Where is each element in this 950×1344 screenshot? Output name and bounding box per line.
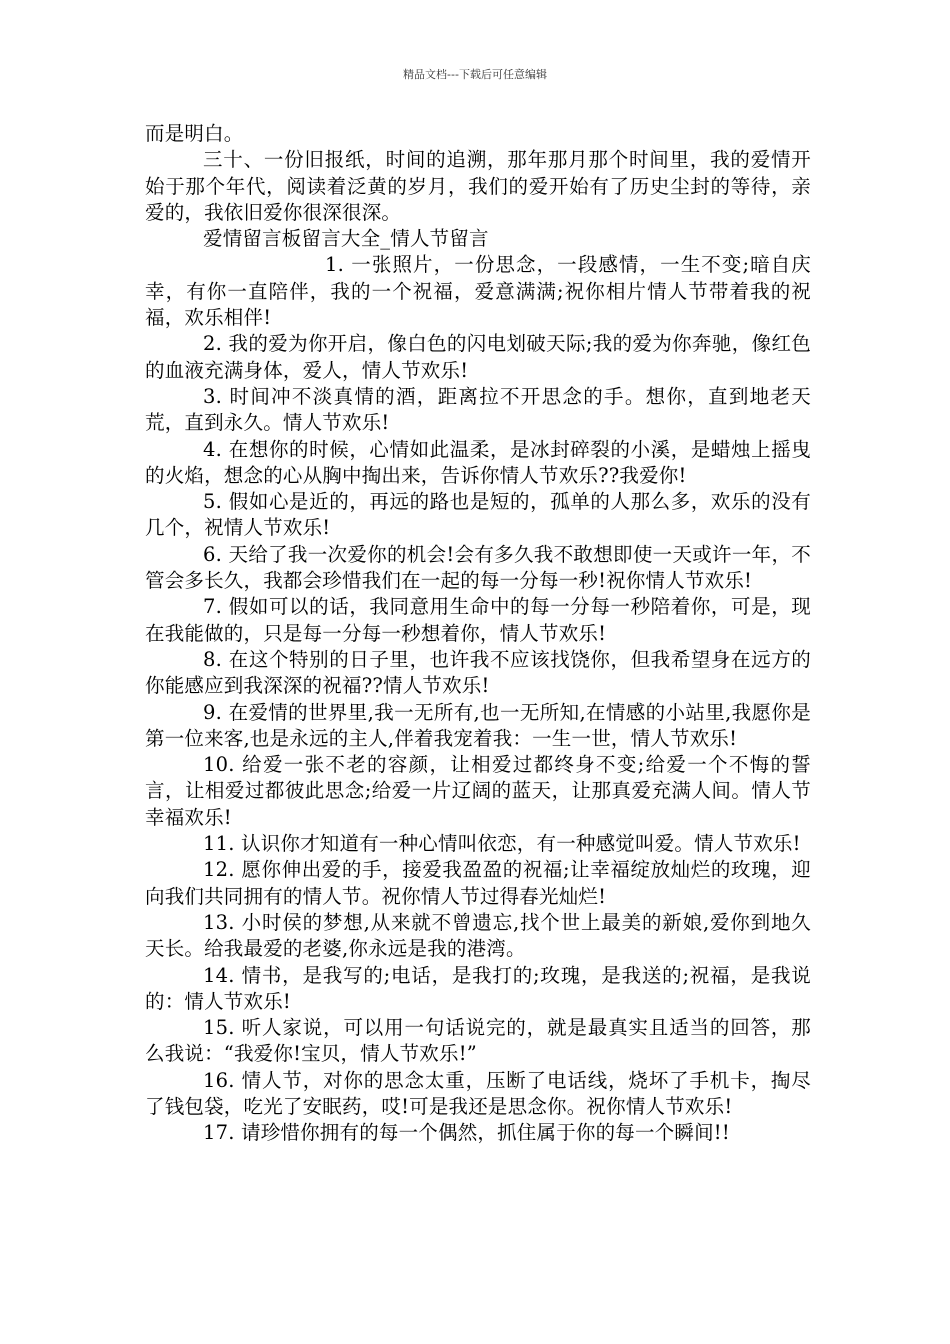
message-item: 4. 在想你的时候，心情如此温柔，是冰封碎裂的小溪，是蜡烛上摇曳的火焰，想念的心从胸中掏出来，告诉你情人节欢乐??我爱你! <box>145 437 811 487</box>
message-item: 1. 一张照片，一份思念，一段感情，一生不变;暗自庆幸，有你一直陪伴，我的一个祝福，爱意满满;祝你相片情人节带着我的祝福，欢乐相伴! <box>145 253 811 330</box>
message-item: 13. 小时侯的梦想,从来就不曾遗忘,找个世上最美的新娘,爱你到地久天长。给我最爱的老婆,你永远是我的港湾。 <box>145 910 811 961</box>
message-item: 16. 情人节，对你的思念太重，压断了电话线，烧坏了手机卡，掏尽了钱包袋，吃光了安眠药，哎!可是我还是思念你。祝你情人节欢乐! <box>145 1068 811 1118</box>
message-item: 9. 在爱情的世界里,我一无所有,也一无所知,在情感的小站里,我愿你是第一位来客,也是永远的主人,伴着我宠着我：一生一世，情人节欢乐! <box>145 700 811 750</box>
paragraph-0: 而是明白。 <box>145 122 244 145</box>
page-header: 精品文档---下载后可任意编辑 <box>403 68 547 81</box>
message-item: 12. 愿你伸出爱的手，接爱我盈盈的祝福;让幸福绽放灿烂的玫瑰，迎向我们共同拥有的情人节。祝你情人节过得春光灿烂! <box>145 858 811 908</box>
message-item: 15. 听人家说，可以用一句话说完的，就是最真实且适当的回答，那么我说：“我爱你!宝贝，情人节欢乐!” <box>145 1016 811 1066</box>
message-item: 5. 假如心是近的，再远的路也是短的，孤单的人那么多，欢乐的没有几个，祝情人节欢乐! <box>145 490 811 540</box>
paragraph-1: 三十、一份旧报纸，时间的追溯，那年那月那个时间里，我的爱情开始于那个年代，阅读着泛黄的岁月，我们的爱开始有了历史尘封的等待，亲爱的，我依旧爱你很深很深。 <box>145 148 811 224</box>
message-item: 8. 在这个特别的日子里，也许我不应该找饶你，但我希望身在远方的你能感应到我深深的祝福??情人节欢乐! <box>145 647 811 698</box>
document-body <box>145 121 811 1147</box>
message-item: 3. 时间冲不淡真情的酒，距离拉不开思念的手。想你，直到地老天荒，直到永久。情人节欢乐! <box>145 384 811 435</box>
section-heading: 爱情留言板留言大全_情人节留言 <box>203 227 489 251</box>
message-item: 17. 请珍惜你拥有的每一个偶然，抓住属于你的每一个瞬间!! <box>203 1121 730 1145</box>
message-item: 11. 认识你才知道有一种心情叫依恋，有一种感觉叫爱。情人节欢乐! <box>203 832 801 856</box>
message-item: 2. 我的爱为你开启，像白色的闪电划破天际;我的爱为你奔驰，像红色的血液充满身体，爱人，情人节欢乐! <box>145 332 811 382</box>
message-item: 6. 天给了我一次爱你的机会!会有多久我不敢想即使一天或许一年，不管会多长久，我都会珍惜我们在一起的每一分每一秒!祝你情人节欢乐! <box>145 542 811 593</box>
message-item: 14. 情书，是我写的;电话，是我打的;玫瑰，是我送的;祝福，是我说的：情人节欢乐! <box>145 963 811 1013</box>
message-item: 10. 给爱一张不老的容颜，让相爱过都终身不变;给爱一个不悔的誓言，让相爱过都彼此思念;给爱一片辽阔的蓝天，让那真爱充满人间。情人节幸福欢乐! <box>145 753 811 829</box>
message-item: 7. 假如可以的话，我同意用生命中的每一分每一秒陪着你，可是，现在我能做的，只是每一分每一秒想着你，情人节欢乐! <box>145 595 811 645</box>
